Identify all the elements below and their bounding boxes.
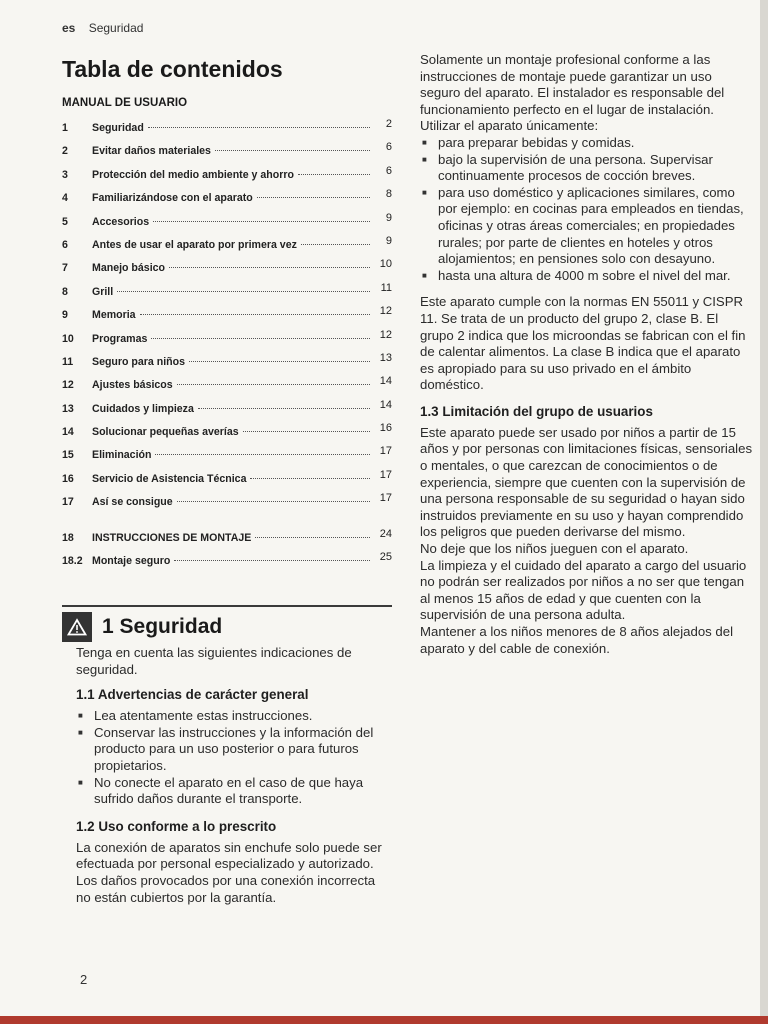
page-number: 2 (80, 972, 88, 987)
toc-leader-dots (177, 501, 370, 502)
toc-entry-page: 16 (379, 422, 392, 435)
toc-entry-page: 24 (379, 527, 392, 540)
toc-entry-number: 18.2 (62, 555, 83, 568)
toc-subtitle: MANUAL DE USUARIO (62, 97, 188, 109)
toc-entry (62, 445, 392, 472)
toc-leader-dots (148, 127, 370, 128)
toc-entry-page: 10 (379, 258, 392, 271)
toc-entry-page: 8 (385, 188, 392, 201)
toc-entry-number: 18 (62, 531, 74, 544)
toc-entry (62, 328, 392, 356)
toc-leader-dots (301, 244, 370, 245)
section-heading (62, 612, 222, 642)
toc-entry-label: Cuidados y limpieza (92, 402, 194, 415)
toc-entry-page: 9 (385, 234, 392, 247)
list-item: ■ bajo la supervisión de una persona. Supervisar continuamente procesos de cocción breves. (420, 152, 754, 185)
warning-icon (62, 612, 92, 642)
toc-entry-label: Servicio de Asistencia Técnica (92, 472, 247, 485)
toc-leader-dots (298, 174, 370, 175)
table-of-contents (62, 118, 392, 578)
toc-entry-number: 14 (62, 426, 74, 439)
toc-entry-number: 2 (62, 145, 68, 158)
toc-gap (62, 520, 392, 532)
toc-entry-label: Montaje seguro (92, 555, 171, 568)
toc-entry-label: Evitar daños materiales (92, 145, 211, 158)
paragraph: Solamente un montaje profesional conforme a las instrucciones de montaje puede garantizar un uso seguro del aparato. El instalador es responsable del funcionamiento perfecto en el lugar de instalación. (420, 52, 725, 117)
toc-entry-number: 11 (62, 355, 74, 368)
toc-entry-number: 3 (62, 168, 68, 181)
toc-entry-page: 6 (385, 164, 392, 177)
list-item: ■ hasta una altura de 4000 m sobre el nivel del mar. (420, 268, 754, 285)
toc-entry-page: 2 (385, 118, 392, 130)
toc-entry-page: 17 (379, 468, 392, 481)
list-item: ■ Lea atentamente estas instrucciones. (76, 708, 390, 725)
paragraph: Mantener a los niños menores de 8 años alejados del aparato y del cable de conexión. (420, 624, 734, 656)
paragraph: Utilizar el aparato únicamente: (420, 118, 599, 134)
toc-leader-dots (140, 314, 370, 315)
paragraph: No deje que los niños jueguen con el aparato. (420, 541, 689, 557)
toc-entry-page: 25 (379, 551, 392, 564)
toc-entry (62, 551, 392, 578)
subheading-1-2: 1.2 Uso conforme a lo prescrito (76, 818, 277, 834)
toc-entry (62, 188, 392, 215)
toc-entry-label: Protección del medio ambiente y ahorro (92, 168, 294, 181)
toc-entry-number: 12 (62, 379, 74, 392)
toc-leader-dots (153, 221, 370, 222)
cover-edge (0, 1016, 768, 1024)
toc-entry-label: Grill (92, 285, 114, 298)
page-edge (760, 0, 768, 1024)
toc-leader-dots (155, 454, 370, 455)
toc-entry-label: Memoria (92, 309, 136, 322)
toc-entry-label: INSTRUCCIONES DE MONTAJE (92, 531, 252, 544)
toc-leader-dots (117, 291, 370, 292)
section-divider (62, 605, 392, 607)
toc-entry-page: 17 (379, 445, 392, 458)
subheading-1-3: 1.3 Limitación del grupo de usuarios (420, 403, 653, 419)
paragraph: La limpieza y el cuidado del aparato a cargo del usuario no podrán ser realizados por niños a no ser que tengan al menos 15 años de edad y que cuenten con la supervisión de una persona adulta. (420, 557, 747, 623)
paragraph: La conexión de aparatos sin enchufe solo puede ser efectuada por personal especializado y autorizado. Los daños provocados por una conexión incorrecta no están cubiertos por la garantía. (76, 839, 382, 905)
toc-entry (62, 118, 392, 145)
toc-entry-number: 15 (62, 449, 74, 462)
toc-entry (62, 351, 392, 379)
section-title: 1 Seguridad (102, 615, 223, 638)
language-code: es (62, 21, 76, 35)
toc-entry (62, 258, 392, 285)
toc-entry-label: Solucionar pequeñas averías (92, 426, 239, 439)
toc-entry-label: Programas (92, 332, 148, 345)
toc-entry (62, 281, 392, 309)
header-section: Seguridad (88, 21, 144, 35)
toc-entry-label: Manejo básico (92, 262, 165, 275)
toc-leader-dots (177, 384, 370, 385)
toc-entry (62, 141, 392, 168)
toc-entry (62, 234, 392, 262)
toc-entry-number: 4 (62, 192, 68, 205)
toc-entry (62, 398, 392, 426)
toc-leader-dots (174, 560, 370, 561)
toc-entry-label: Eliminación (92, 449, 152, 462)
toc-entry-page: 12 (379, 305, 392, 318)
toc-entry-number: 1 (62, 122, 68, 134)
toc-entry-number: 7 (62, 262, 68, 275)
toc-entry-number: 6 (62, 238, 68, 251)
running-header (62, 21, 143, 35)
toc-entry-label: Así se consigue (92, 496, 173, 509)
toc-leader-dots (198, 408, 370, 409)
toc-entry-label: Accesorios (92, 215, 150, 228)
toc-entry (62, 422, 392, 449)
toc-entry-label: Ajustes básicos (92, 379, 173, 392)
toc-entry (62, 527, 392, 555)
toc-entry-page: 11 (380, 281, 392, 294)
toc-entry-number: 10 (62, 332, 74, 345)
toc-leader-dots (243, 431, 370, 432)
right-column-text (420, 52, 754, 657)
toc-entry-page: 13 (379, 351, 392, 364)
toc-leader-dots (250, 478, 370, 479)
toc-leader-dots (257, 197, 370, 198)
toc-entry (62, 305, 392, 332)
paragraph: Este aparato cumple con la normas EN 55011 y CISPR 11. Se trata de un producto del grupo 2, clase B. El grupo 2 indica que los microondas se fabrican con el fin de calentar alimentos. La clase B indica que el aparato es apropiado para su uso privado en el ámbito doméstico. (420, 294, 746, 393)
subheading-1-1: 1.1 Advertencias de carácter general (76, 687, 309, 703)
toc-entry-page: 9 (385, 211, 392, 224)
left-column-text (76, 645, 390, 906)
toc-entry-page: 12 (379, 328, 392, 341)
toc-entry (62, 492, 392, 519)
toc-entry-label: Antes de usar el aparato por primera vez (92, 238, 297, 251)
toc-leader-dots (215, 150, 370, 151)
toc-entry (62, 164, 392, 192)
toc-leader-dots (255, 537, 370, 538)
toc-entry-number: 5 (62, 215, 68, 228)
toc-entry-label: Seguridad (92, 122, 144, 134)
toc-entry-number: 13 (62, 402, 74, 415)
toc-entry-number: 17 (62, 496, 74, 509)
section-intro: Tenga en cuenta las siguientes indicaciones de seguridad. (76, 645, 352, 677)
toc-entry-page: 14 (379, 375, 392, 388)
toc-entry (62, 375, 392, 402)
toc-entry (62, 468, 392, 496)
toc-entry (62, 211, 392, 239)
toc-entry-page: 14 (379, 398, 392, 411)
toc-entry-number: 9 (62, 309, 68, 322)
list-item: ■ para uso doméstico y aplicaciones similares, como por ejemplo: en cocinas para empleados en tiendas, oficinas y otras áreas comerciales; en propiedades rurales; por parte de clientes en hoteles y otros alojamientos; en pensiones solo con desayuno. (420, 185, 754, 268)
toc-leader-dots (189, 361, 370, 362)
list-item: ■ para preparar bebidas y comidas. (420, 135, 754, 152)
toc-entry-number: 8 (62, 285, 68, 298)
toc-entry-label: Familiarizándose con el aparato (92, 192, 253, 205)
toc-leader-dots (169, 267, 370, 268)
toc-entry-number: 16 (62, 472, 74, 485)
list-item: ■ No conecte el aparato en el caso de que haya sufrido daños durante el transporte. (76, 775, 390, 808)
toc-entry-page: 6 (385, 141, 392, 154)
paragraph: Este aparato puede ser usado por niños a partir de 15 años y por personas con limitaciones físicas, sensoriales o mentales, o que carezcan de conocimientos o de experiencia, siempre que cuenten con la supervisión de una persona responsable de su seguridad o hayan sido instruidos previamente en su uso y hayan comprendido los peligros que pueden derivarse del mismo. (420, 424, 753, 540)
toc-leader-dots (151, 338, 370, 339)
toc-entry-page: 17 (379, 492, 392, 505)
toc-title: Tabla de contenidos (62, 56, 283, 82)
list-item: ■ Conservar las instrucciones y la información del producto para un uso posterior o para futuros propietarios. (76, 725, 390, 775)
toc-entry-label: Seguro para niños (92, 355, 186, 368)
